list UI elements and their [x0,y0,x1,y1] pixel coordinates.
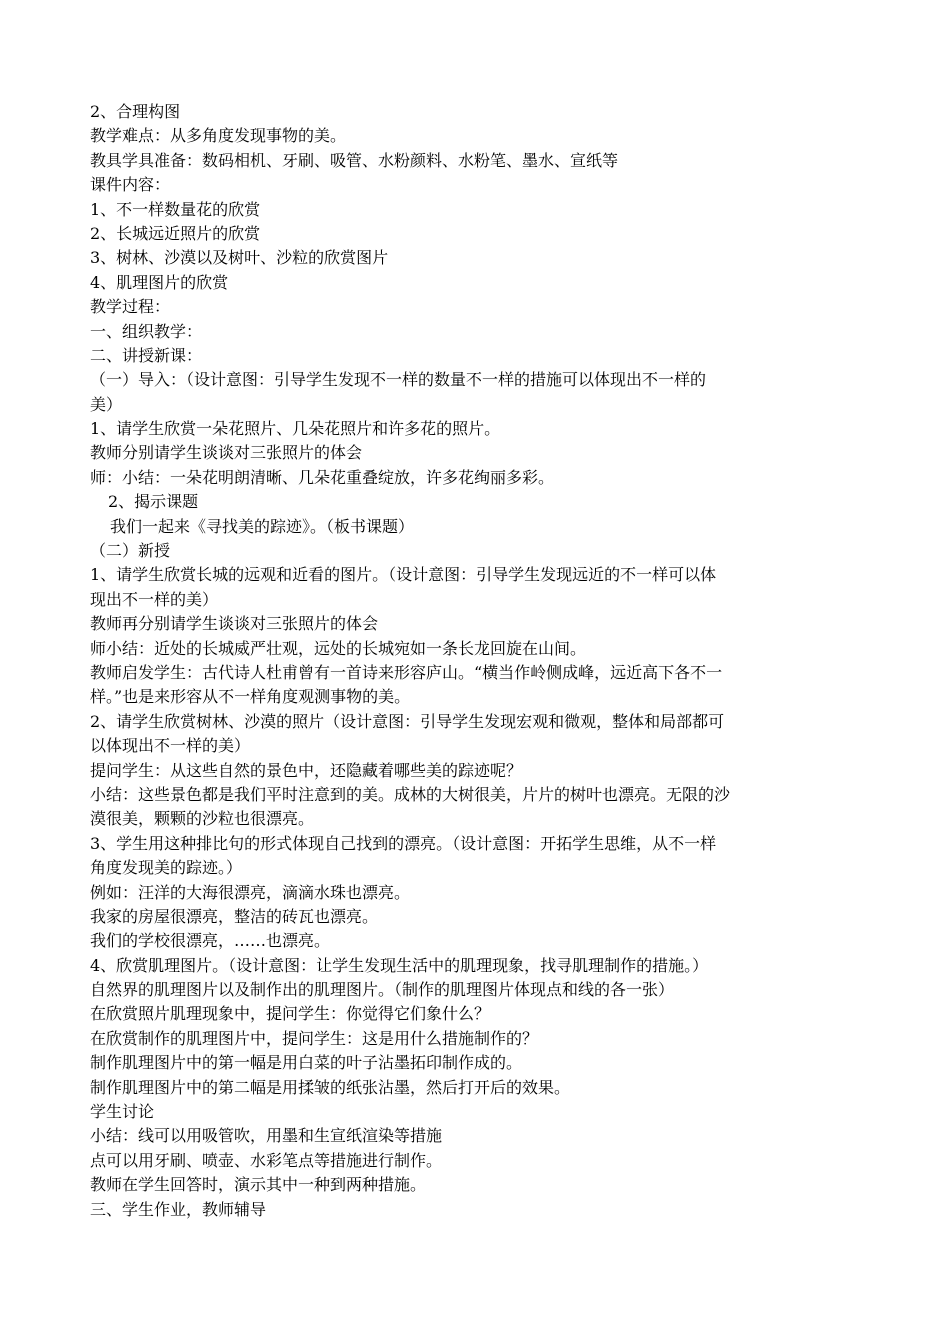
text-line: 点可以用牙刷、喷壶、水彩笔点等措施进行制作。 [90,1150,443,1170]
text-line: 提问学生：从这些自然的景色中，还隐藏着哪些美的踪迹呢？ [90,760,523,780]
text-line: 小结：线可以用吸管吹，用墨和生宣纸渲染等措施 [90,1126,443,1146]
text-line: 制作肌理图片中的第二幅是用揉皱的纸张沾墨，然后打开后的效果。 [90,1077,571,1097]
text-line: 漠很美，颗颗的沙粒也很漂亮。 [90,809,315,829]
text-line: 教学难点：从多角度发现事物的美。 [90,126,347,146]
text-line: 1、请学生欣赏长城的远观和近看的图片。（设计意图：引导学生发现远近的不一样可以体 [90,565,717,585]
text-line: 教具学具准备：数码相机、牙刷、吸管、水粉颜料、水粉笔、墨水、宣纸等 [90,150,619,170]
text-line: 在欣赏制作的肌理图片中，提问学生：这是用什么措施制作的？ [90,1028,539,1048]
text-line: 2、长城远近照片的欣赏 [90,223,261,243]
text-line: 我家的房屋很漂亮，整洁的砖瓦也漂亮。 [90,906,379,926]
text-line: 以体现出不一样的美） [90,736,251,756]
text-line: 4、肌理图片的欣赏 [90,272,229,292]
text-line: 师：小结：一朵花明朗清晰、几朵花重叠绽放，许多花绚丽多彩。 [90,467,555,487]
text-line: 学生讨论 [90,1102,155,1122]
text-line: 我们的学校很漂亮，……也漂亮。 [90,931,331,951]
text-line: 美） [90,394,123,414]
text-line: 教师在学生回答时，演示其中一种到两种措施。 [90,1175,427,1195]
text-line: 教师再分别请学生谈谈对三张照片的体会 [90,614,379,634]
text-line: 2、揭示课题 [108,492,199,512]
text-line: 3、学生用这种排比句的形式体现自己找到的漂亮。（设计意图：开拓学生思维，从不一样 [90,833,717,853]
text-line: 教师分别请学生谈谈对三张照片的体会 [90,443,363,463]
text-line: 在欣赏照片肌理现象中，提问学生：你觉得它们象什么？ [90,1004,491,1024]
text-line: 样。”也是来形容从不一样角度观测事物的美。 [90,687,411,707]
text-line: 我们一起来《寻找美的踪迹》。（板书课题） [110,516,415,536]
text-line: 课件内容： [90,175,171,195]
document-body [90,100,870,1222]
text-line: 二、讲授新课： [90,345,203,365]
text-line: 角度发现美的踪迹。） [90,858,243,878]
text-line: 教师启发学生：古代诗人杜甫曾有一首诗来形容庐山。“横当作岭侧成峰，远近高下各不一 [90,662,723,682]
text-line: 2、合理构图 [90,102,181,121]
text-line: 教学过程： [90,297,171,317]
text-line: 例如：汪洋的大海很漂亮，滴滴水珠也漂亮。 [90,882,411,902]
text-line: 一、组织教学： [90,321,203,341]
text-line: 师小结：近处的长城威严壮观，远处的长城宛如一条长龙回旋在山间。 [90,638,587,658]
text-line: （二）新授 [90,541,171,561]
text-line: 1、不一样数量花的欣赏 [90,199,261,219]
text-line: 小结：这些景色都是我们平时注意到的美。成林的大树很美，片片的树叶也漂亮。无限的沙 [90,784,731,804]
text-line: 3、树林、沙漠以及树叶、沙粒的欣赏图片 [90,248,389,268]
text-line: 三、学生作业，教师辅导 [90,1199,267,1219]
text-line: 自然界的肌理图片以及制作出的肌理图片。（制作的肌理图片体现点和线的各一张） [90,980,675,1000]
text-line: 4、欣赏肌理图片。（设计意图：让学生发现生活中的肌理现象，找寻肌理制作的措施。） [90,955,709,975]
text-line: （一）导入：（设计意图：引导学生发现不一样的数量不一样的措施可以体现出不一样的 [90,370,707,390]
text-line: 现出不一样的美） [90,589,219,609]
text-line: 1、请学生欣赏一朵花照片、几朵花照片和许多花的照片。 [90,419,501,439]
text-line: 2、请学生欣赏树林、沙漠的照片（设计意图：引导学生发现宏观和微观，整体和局部都可 [90,711,725,731]
text-line: 制作肌理图片中的第一幅是用白菜的叶子沾墨拓印制作成的。 [90,1053,523,1073]
